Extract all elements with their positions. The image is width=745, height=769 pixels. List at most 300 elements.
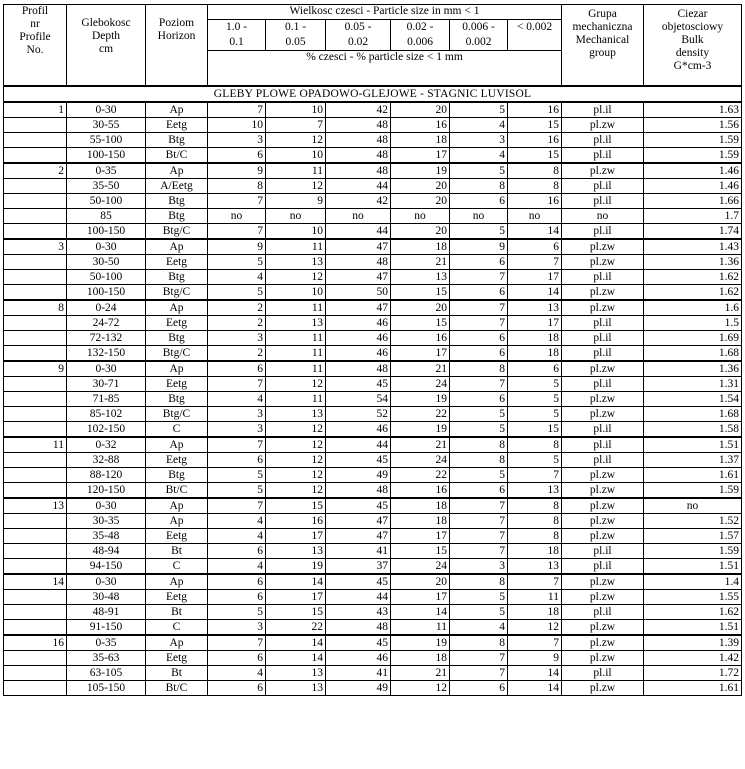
- profile-header-line: Profile: [19, 31, 51, 43]
- table-row: [4, 316, 742, 331]
- horizon-cell: Bt: [146, 605, 208, 620]
- group-cell: pl.il: [562, 179, 644, 194]
- particle-value-cell: 19: [391, 422, 450, 438]
- particle-value-cell: 43: [326, 605, 391, 620]
- particle-value-cell: 8: [508, 529, 562, 544]
- particle-value-cell: 5: [508, 392, 562, 407]
- particle-value-cell: 14: [266, 635, 326, 651]
- particle-value-cell: 3: [208, 331, 266, 346]
- density-cell: 1.7: [644, 209, 742, 224]
- particle-value-cell: 10: [266, 148, 326, 164]
- particle-value-cell: 7: [208, 102, 266, 118]
- particle-value-cell: 15: [266, 605, 326, 620]
- profile-cell: [4, 544, 67, 559]
- particle-value-cell: 52: [326, 407, 391, 422]
- horizon-cell: Ap: [146, 437, 208, 453]
- horizon-cell: Eetg: [146, 118, 208, 133]
- particle-value-cell: 9: [266, 194, 326, 209]
- density-cell: 1.36: [644, 255, 742, 270]
- particle-value-cell: 9: [208, 163, 266, 179]
- depth-cell: 85: [67, 209, 146, 224]
- profile-cell: [4, 392, 67, 407]
- group-cell: pl.zw: [562, 590, 644, 605]
- particle-value-cell: 3: [208, 133, 266, 148]
- profile-cell: [4, 514, 67, 529]
- table-row: [4, 620, 742, 636]
- particle-value-cell: 9: [450, 239, 508, 255]
- group-cell: pl.il: [562, 437, 644, 453]
- density-cell: 1.42: [644, 651, 742, 666]
- particle-value-cell: 6: [208, 148, 266, 164]
- profile-cell: [4, 529, 67, 544]
- particle-value-cell: 3: [208, 407, 266, 422]
- horizon-cell: Ap: [146, 102, 208, 118]
- particle-value-cell: 6: [450, 285, 508, 301]
- particle-value-cell: 45: [326, 635, 391, 651]
- group-cell: pl.il: [562, 666, 644, 681]
- profile-cell: [4, 224, 67, 240]
- depth-cell: 72-132: [67, 331, 146, 346]
- particle-value-cell: 6: [450, 392, 508, 407]
- particle-value-cell: 15: [266, 498, 326, 514]
- horizon-cell: Ap: [146, 574, 208, 590]
- density-cell: 1.61: [644, 468, 742, 483]
- particle-value-cell: 7: [508, 255, 562, 270]
- table-row: [4, 635, 742, 651]
- depth-cell: 91-150: [67, 620, 146, 636]
- depth-cell: 120-150: [67, 483, 146, 499]
- horizon-cell: A/Eetg: [146, 179, 208, 194]
- density-cell: 1.59: [644, 133, 742, 148]
- density-header-line: Bulk: [681, 34, 704, 46]
- particle-value-cell: 16: [508, 102, 562, 118]
- particle-value-cell: 16: [508, 133, 562, 148]
- particle-value-cell: 6: [508, 361, 562, 377]
- particle-value-cell: 14: [391, 605, 450, 620]
- particle-value-cell: 12: [508, 620, 562, 636]
- particle-value-cell: 15: [391, 544, 450, 559]
- depth-cell: 30-35: [67, 514, 146, 529]
- particle-value-cell: 13: [266, 544, 326, 559]
- particle-value-cell: 13: [266, 681, 326, 696]
- particle-value-cell: 17: [508, 270, 562, 285]
- particle-value-cell: 11: [391, 620, 450, 636]
- depth-cell: 0-30: [67, 498, 146, 514]
- group-cell: pl.il: [562, 316, 644, 331]
- particle-value-cell: 17: [391, 148, 450, 164]
- group-header-line: Mechanical: [575, 34, 630, 46]
- density-cell: 1.61: [644, 681, 742, 696]
- particle-value-cell: 8: [508, 498, 562, 514]
- particle-value-cell: 5: [450, 468, 508, 483]
- particle-value-cell: 17: [391, 590, 450, 605]
- particle-value-cell: 7: [208, 377, 266, 392]
- particle-value-cell: 5: [208, 483, 266, 499]
- particle-value-cell: 8: [450, 437, 508, 453]
- particle-value-cell: 13: [266, 255, 326, 270]
- particle-value-cell: 16: [391, 118, 450, 133]
- particle-value-cell: 19: [391, 392, 450, 407]
- particle-value-cell: 7: [208, 437, 266, 453]
- table-row: [4, 209, 742, 224]
- particle-value-cell: 7: [450, 666, 508, 681]
- particle-value-cell: 5: [208, 605, 266, 620]
- particle-value-cell: 44: [326, 437, 391, 453]
- horizon-cell: Btg: [146, 468, 208, 483]
- particle-value-cell: 7: [208, 194, 266, 209]
- particle-value-cell: 18: [508, 331, 562, 346]
- horizon-cell: Btg: [146, 209, 208, 224]
- particle-value-cell: 8: [450, 453, 508, 468]
- particle-value-cell: 17: [391, 529, 450, 544]
- density-cell: 1.39: [644, 635, 742, 651]
- particle-value-cell: 22: [266, 620, 326, 636]
- particle-value-cell: 4: [208, 666, 266, 681]
- particle-value-cell: 16: [266, 514, 326, 529]
- particle-value-cell: 4: [450, 148, 508, 164]
- particle-value-cell: 11: [508, 590, 562, 605]
- particle-value-cell: 4: [450, 118, 508, 133]
- particle-value-cell: 6: [450, 483, 508, 499]
- particle-value-cell: 41: [326, 544, 391, 559]
- particle-value-cell: no: [266, 209, 326, 224]
- particle-value-cell: 8: [508, 163, 562, 179]
- particle-value-cell: 24: [391, 559, 450, 575]
- profile-cell: [4, 270, 67, 285]
- particle-value-cell: 18: [391, 651, 450, 666]
- particle-value-cell: 7: [450, 529, 508, 544]
- particle-value-cell: 48: [326, 163, 391, 179]
- particle-value-cell: 3: [450, 559, 508, 575]
- particle-value-cell: 13: [266, 316, 326, 331]
- particle-value-cell: 42: [326, 194, 391, 209]
- group-cell: pl.il: [562, 148, 644, 164]
- table-row: [4, 651, 742, 666]
- particle-value-cell: 16: [508, 194, 562, 209]
- group-cell: pl.zw: [562, 300, 644, 316]
- density-cell: 1.51: [644, 559, 742, 575]
- particle-value-cell: 6: [450, 681, 508, 696]
- depth-cell: 48-91: [67, 605, 146, 620]
- particle-value-cell: 10: [266, 102, 326, 118]
- horizon-cell: Btg: [146, 331, 208, 346]
- horizon-cell: C: [146, 559, 208, 575]
- density-cell: 1.46: [644, 163, 742, 179]
- particle-value-cell: 15: [508, 148, 562, 164]
- depth-cell: 30-71: [67, 377, 146, 392]
- particle-value-cell: 11: [266, 361, 326, 377]
- group-cell: pl.il: [562, 605, 644, 620]
- table-row: [4, 544, 742, 559]
- range-to: [510, 35, 559, 50]
- profile-cell: 16: [4, 635, 67, 651]
- particle-value-cell: 48: [326, 361, 391, 377]
- depth-cell: 100-150: [67, 148, 146, 164]
- particle-value-cell: 12: [266, 453, 326, 468]
- profile-cell: 2: [4, 163, 67, 179]
- table-row: [4, 300, 742, 316]
- col-header-depth: [67, 5, 146, 87]
- profile-cell: [4, 255, 67, 270]
- profile-cell: [4, 620, 67, 636]
- depth-cell: 102-150: [67, 422, 146, 438]
- col-header-group: [562, 5, 644, 87]
- particle-value-cell: 20: [391, 300, 450, 316]
- table-row: [4, 133, 742, 148]
- profile-cell: [4, 681, 67, 696]
- profile-header-line: nr: [30, 18, 40, 30]
- particle-value-cell: 7: [450, 300, 508, 316]
- particle-value-cell: 24: [391, 453, 450, 468]
- particle-value-cell: no: [208, 209, 266, 224]
- particle-value-cell: 18: [508, 346, 562, 362]
- particle-value-cell: 8: [508, 514, 562, 529]
- particle-value-cell: 11: [266, 239, 326, 255]
- particle-value-cell: 5: [208, 468, 266, 483]
- range-from: 0.1 -: [284, 21, 307, 33]
- depth-cell: 30-55: [67, 118, 146, 133]
- horizon-cell: Btg: [146, 392, 208, 407]
- particle-value-cell: 18: [391, 239, 450, 255]
- particle-size-title: Wielkosc czesci - Particle size in mm < 1: [208, 5, 562, 20]
- particle-value-cell: 8: [450, 574, 508, 590]
- table-row: [4, 102, 742, 118]
- particle-value-cell: 3: [208, 620, 266, 636]
- particle-value-cell: 11: [266, 346, 326, 362]
- range-header: [326, 20, 391, 51]
- horizon-cell: Ap: [146, 361, 208, 377]
- table-row: [4, 148, 742, 164]
- particle-value-cell: 18: [391, 133, 450, 148]
- particle-value-cell: 6: [508, 239, 562, 255]
- range-header: [508, 20, 562, 51]
- table-row: [4, 255, 742, 270]
- density-cell: 1.4: [644, 574, 742, 590]
- particle-value-cell: 11: [266, 392, 326, 407]
- profile-cell: 13: [4, 498, 67, 514]
- particle-value-cell: 21: [391, 255, 450, 270]
- particle-value-cell: 44: [326, 590, 391, 605]
- group-cell: pl.zw: [562, 681, 644, 696]
- group-cell: pl.il: [562, 453, 644, 468]
- particle-value-cell: 22: [391, 407, 450, 422]
- horizon-cell: Bt: [146, 544, 208, 559]
- density-header-line: Ciezar: [677, 8, 708, 20]
- table-row: [4, 346, 742, 362]
- density-header-line: objetosciowy: [661, 21, 724, 33]
- particle-value-cell: 14: [508, 666, 562, 681]
- depth-cell: 0-30: [67, 574, 146, 590]
- group-cell: pl.zw: [562, 514, 644, 529]
- soil-table: [3, 4, 742, 696]
- depth-cell: 35-63: [67, 651, 146, 666]
- group-header-line: Grupa: [588, 8, 617, 20]
- depth-cell: 50-100: [67, 194, 146, 209]
- profile-cell: [4, 651, 67, 666]
- particle-value-cell: 47: [326, 239, 391, 255]
- particle-value-cell: 7: [208, 498, 266, 514]
- depth-cell: 100-150: [67, 285, 146, 301]
- particle-value-cell: 13: [266, 666, 326, 681]
- table-row: [4, 392, 742, 407]
- density-cell: 1.62: [644, 605, 742, 620]
- group-header-line: group: [589, 47, 616, 59]
- range-from: < 0.002: [516, 21, 553, 33]
- particle-value-cell: 48: [326, 620, 391, 636]
- particle-value-cell: 48: [326, 255, 391, 270]
- depth-cell: 85-102: [67, 407, 146, 422]
- particle-value-cell: 5: [450, 407, 508, 422]
- particle-value-cell: 42: [326, 102, 391, 118]
- particle-value-cell: 49: [326, 681, 391, 696]
- horizon-cell: Btg/C: [146, 224, 208, 240]
- profile-cell: 9: [4, 361, 67, 377]
- particle-value-cell: 54: [326, 392, 391, 407]
- particle-value-cell: 12: [266, 437, 326, 453]
- depth-cell: 50-100: [67, 270, 146, 285]
- group-cell: pl.zw: [562, 620, 644, 636]
- particle-value-cell: 14: [266, 574, 326, 590]
- horizon-cell: Eetg: [146, 590, 208, 605]
- horizon-cell: Bt/C: [146, 148, 208, 164]
- depth-cell: 71-85: [67, 392, 146, 407]
- horizon-cell: Ap: [146, 635, 208, 651]
- particle-value-cell: 45: [326, 453, 391, 468]
- range-to: 0.006: [407, 36, 433, 48]
- particle-value-cell: 20: [391, 574, 450, 590]
- horizon-cell: Eetg: [146, 651, 208, 666]
- density-cell: 1.59: [644, 544, 742, 559]
- particle-value-cell: 12: [266, 468, 326, 483]
- particle-value-cell: 14: [508, 224, 562, 240]
- range-header: [208, 20, 266, 51]
- particle-value-cell: 6: [208, 651, 266, 666]
- particle-value-cell: 47: [326, 300, 391, 316]
- particle-value-cell: 14: [508, 681, 562, 696]
- particle-value-cell: 16: [391, 483, 450, 499]
- depth-cell: 63-105: [67, 666, 146, 681]
- particle-value-cell: 44: [326, 179, 391, 194]
- table-row: [4, 377, 742, 392]
- profile-cell: [4, 468, 67, 483]
- density-cell: 1.5: [644, 316, 742, 331]
- particle-value-cell: 5: [208, 285, 266, 301]
- particle-value-cell: 9: [508, 651, 562, 666]
- profile-header-line: Profil: [21, 5, 49, 17]
- col-header-profile: [4, 5, 67, 87]
- group-cell: pl.zw: [562, 483, 644, 499]
- particle-value-cell: 46: [326, 651, 391, 666]
- particle-value-cell: 24: [391, 377, 450, 392]
- particle-value-cell: 6: [208, 361, 266, 377]
- range-to: 0.05: [285, 36, 306, 48]
- profile-cell: [4, 209, 67, 224]
- particle-value-cell: 4: [208, 270, 266, 285]
- section-title: GLEBY PLOWE OPADOWO-GLEJOWE - STAGNIC LUVISOL: [4, 86, 742, 102]
- particle-value-cell: 48: [326, 483, 391, 499]
- depth-cell: 94-150: [67, 559, 146, 575]
- particle-value-cell: 8: [450, 361, 508, 377]
- horizon-cell: C: [146, 620, 208, 636]
- profile-cell: 1: [4, 102, 67, 118]
- particle-value-cell: 5: [450, 590, 508, 605]
- table-row: [4, 179, 742, 194]
- table-row: [4, 559, 742, 575]
- range-to: 0.02: [347, 36, 369, 48]
- particle-value-cell: 7: [450, 514, 508, 529]
- particle-value-cell: 5: [450, 605, 508, 620]
- horizon-cell: Btg: [146, 270, 208, 285]
- particle-value-cell: 12: [391, 681, 450, 696]
- particle-value-cell: 13: [266, 407, 326, 422]
- particle-value-cell: 4: [208, 514, 266, 529]
- particle-value-cell: 7: [208, 635, 266, 651]
- particle-value-cell: 20: [391, 102, 450, 118]
- horizon-cell: Bt/C: [146, 681, 208, 696]
- particle-value-cell: 6: [208, 590, 266, 605]
- group-cell: pl.il: [562, 224, 644, 240]
- particle-value-cell: 18: [391, 498, 450, 514]
- density-cell: 1.68: [644, 346, 742, 362]
- density-cell: no: [644, 498, 742, 514]
- group-cell: pl.il: [562, 544, 644, 559]
- particle-value-cell: 7: [508, 635, 562, 651]
- particle-value-cell: 4: [208, 392, 266, 407]
- depth-cell: 132-150: [67, 346, 146, 362]
- depth-cell: 0-32: [67, 437, 146, 453]
- particle-value-cell: no: [391, 209, 450, 224]
- profile-cell: [4, 483, 67, 499]
- table-row: [4, 422, 742, 438]
- depth-cell: 48-94: [67, 544, 146, 559]
- profile-cell: [4, 285, 67, 301]
- horizon-cell: Eetg: [146, 377, 208, 392]
- horizon-cell: Eetg: [146, 529, 208, 544]
- profile-cell: [4, 133, 67, 148]
- particle-value-cell: 45: [326, 574, 391, 590]
- particle-value-cell: 48: [326, 118, 391, 133]
- particle-value-cell: 49: [326, 468, 391, 483]
- table-row: [4, 361, 742, 377]
- range-from: 0.006 -: [462, 21, 495, 33]
- density-cell: 1.62: [644, 270, 742, 285]
- table-row: [4, 453, 742, 468]
- group-cell: pl.il: [562, 346, 644, 362]
- depth-cell: 100-150: [67, 224, 146, 240]
- particle-value-cell: 47: [326, 270, 391, 285]
- range-header: [450, 20, 508, 51]
- particle-value-cell: 18: [391, 514, 450, 529]
- particle-value-cell: 7: [208, 224, 266, 240]
- horizon-cell: Bt/C: [146, 483, 208, 499]
- particle-value-cell: 37: [326, 559, 391, 575]
- horizon-cell: Btg: [146, 133, 208, 148]
- group-cell: pl.zw: [562, 651, 644, 666]
- particle-value-cell: 5: [450, 163, 508, 179]
- range-from: 0.05 -: [344, 21, 372, 33]
- particle-value-cell: 20: [391, 194, 450, 209]
- group-cell: pl.il: [562, 422, 644, 438]
- depth-cell: 0-24: [67, 300, 146, 316]
- horizon-cell: Ap: [146, 514, 208, 529]
- depth-cell: 35-50: [67, 179, 146, 194]
- particle-value-cell: 22: [391, 468, 450, 483]
- group-header-line: mechaniczna: [572, 21, 633, 33]
- horizon-header-line: Poziom: [158, 17, 195, 29]
- particle-value-cell: 5: [450, 102, 508, 118]
- group-cell: pl.zw: [562, 285, 644, 301]
- particle-value-cell: 12: [266, 483, 326, 499]
